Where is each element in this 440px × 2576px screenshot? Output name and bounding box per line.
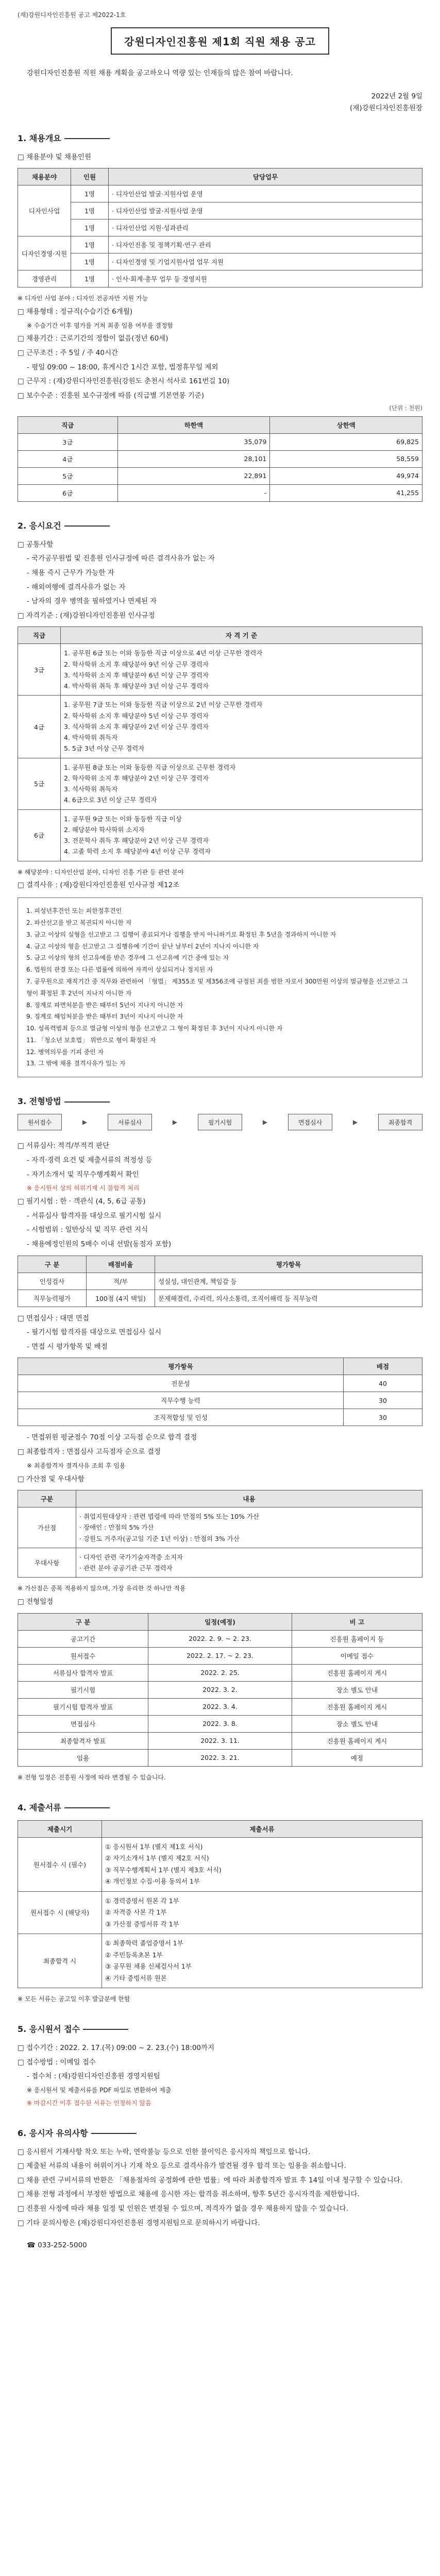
table-row: 가산점 · 취업지원대상자 : 관련 법령에 따라 만점의 5% 또는 10% 가산 · 장애인 : 만점의 5% 가산 · 강원도 거주자(공고일 기준 1년 이상) : 만점의 3% 가산 [18, 1507, 422, 1548]
col-header: 하한액 [117, 416, 270, 433]
table-row: 4급 28,101 58,559 [18, 450, 422, 467]
application-office: - 접수처 : (재)강원디자인진흥원 경영지원팀 [27, 2072, 160, 2081]
table-row: 최종합격자 발표 2022. 3. 11. 진흥원 홈페이지 게시 [18, 1732, 422, 1749]
notice-date: 2022년 2월 9일 [371, 92, 422, 100]
note: ※ 모든 서류는 공고일 이후 발급분에 한함 [18, 1995, 130, 2003]
common-requirements-heading: □ 공통사항 [18, 540, 54, 549]
col-header: 일정(예정) [148, 1613, 292, 1630]
list-item: 10. 성폭력범죄 등으로 벌금형 이상의 형을 선고받고 그 형이 확정된 후 3년이 지나지 아니한 자 [26, 1025, 283, 1032]
interview-item: - 면접위원 평균점수 70점 이상 고득점 순으로 합격 결정 [27, 1433, 197, 1442]
list-item: 9. 징계로 해임처분을 받은 때부터 3년이 지나지 아니한 자 [26, 1013, 183, 1021]
qualification-heading: □ 자격기준 : (재)강원디자인진흥원 인사규정 [18, 611, 155, 620]
screening-item: - 자격·경력 요건 및 제출서류의 적정성 등 [27, 1156, 153, 1164]
note: ※ 디자인 사업 분야 : 디자인 전공자만 지원 가능 [18, 295, 148, 302]
table-row: 4급 1. 공무원 7급 또는 이와 동등한 직급 이상으로 2년 이상 근무한 경력자 2. 학사학위 소지 후 해당분야 5년 이상 근무 경력자 3. 석사학위 소지 후 해당분야 2년 이상 근무 경력자 4. 박사학위 취득자 5. 5급 3년 이상 근무 경력자 [18, 696, 422, 758]
table-row: 최종합격 시 ① 최종학력 졸업증명서 1부 ② 주민등록초본 1부 ③ 공무원 채용 신체검사서 1부 ④ 기타 증빙서류 원본 [18, 1934, 422, 1988]
list-item: 7. 공무원으로 재직기간 중 직무와 관련하여 「형법」 제355조 및 제356조에 규정된 죄를 범한 자로서 300만원 이상의 벌금형을 선고받고 그 형이 확정된 후 2년이 지나지 아니한 자 [26, 977, 408, 997]
screening-item: - 자기소개서 및 직무수행계획서 확인 [27, 1170, 139, 1179]
interview-table [18, 1358, 422, 1426]
notice-organization: (재)강원디자인진흥원장 [350, 104, 422, 112]
exam-item: - 시험범위 : 일반상식 및 직무 관련 지식 [27, 1226, 148, 1234]
notice-item: □ 채용 관련 구비서류의 반환은 「채용절차의 공정화에 관한 법률」에 따라 최종합격자 발표 후 14일 이내 청구할 수 있습니다. [18, 2176, 403, 2184]
list-item: 4. 금고 이상의 형을 선고받고 그 집행유예 기간이 끝난 날부터 2년이 지나지 아니한 자 [26, 942, 259, 950]
interview-heading: □ 면접심사 : 대면 면접 [18, 1314, 89, 1323]
requirement-item: - 해외여행에 결격사유가 없는 자 [27, 583, 126, 591]
arrow-right-icon: ▶ [262, 1118, 268, 1126]
qualification-table [18, 626, 422, 861]
arrow-right-icon: ▶ [172, 1118, 178, 1126]
table-row: 인성검사 적/부 성실성, 대인관계, 책임감 등 [18, 1273, 422, 1290]
table-row: 3급 35,079 69,825 [18, 433, 422, 450]
note: ※ 전형 일정은 진흥원 사정에 따라 변경될 수 있습니다. [18, 1773, 166, 1781]
unit-label: (단위 : 천원) [389, 404, 422, 412]
table-row: 원서접수 2022. 2. 17. ~ 2. 23. 이메일 접수 [18, 1647, 422, 1664]
table-row: 필기시험 2022. 3. 2. 장소 별도 안내 [18, 1681, 422, 1698]
note: ※ 응시원서 상의 허위기재 시 불합격 처리 [27, 1184, 140, 1192]
table-row: 우대사항 · 디자인 관련 국가기술자격증 소지자 · 관련 분야 공공기관 근무 경력자 [18, 1548, 422, 1578]
table-row: 필기시험 합격자 발표 2022. 3. 4. 진흥원 홈페이지 게시 [18, 1698, 422, 1715]
requirement-item: - 국가공무원법 및 진흥원 인사규정에 따른 결격사유가 없는 자 [27, 554, 215, 563]
schedule-table [18, 1613, 422, 1767]
exam-table [18, 1256, 422, 1307]
table-row: 서류심사 합격자 발표 2022. 2. 25. 진흥원 홈페이지 게시 [18, 1664, 422, 1681]
list-item: 12. 병역의무를 기피 중인 자 [26, 1048, 104, 1056]
exam-item: - 서류심사 합격자를 대상으로 필기시험 실시 [27, 1211, 162, 1220]
requirement-item: - 채용 즉시 근무가 가능한 자 [27, 568, 114, 577]
employment-period: □ 채용기간 : 근로기간의 정함이 없음(정년 60세) [18, 334, 168, 343]
col-header: 구 분 [18, 1613, 148, 1630]
flow-step: 원서접수 [18, 1114, 62, 1130]
col-header: 구 분 [18, 1256, 87, 1273]
note: ※ 최종합격자 결격사유 조회 후 임용 [27, 1462, 126, 1469]
flow-step: 서류심사 [108, 1114, 152, 1130]
list-item: 3. 금고 이상의 실형을 선고받고 그 집행이 종료되거나 집행을 받지 아니하기로 확정된 후 5년을 경과하지 아니한 자 [26, 930, 336, 938]
table-row: 5급 1. 공무원 8급 또는 이와 동등한 직급 이상으로 근무한 경력자 2. 학사학위 소지 후 해당분야 2년 이상 근무 경력자 3. 석사학위 취득자 4. 6급으로 3년 이상 근무 경력자 [18, 758, 422, 809]
list-item: 2. 파산선고를 받고 복권되지 아니한 자 [26, 919, 132, 926]
flow-step: 면접심사 [288, 1114, 332, 1130]
col-header: 인원 [71, 168, 109, 185]
requirement-item: - 남자의 경우 병역을 필하였거나 면제된 자 [27, 597, 157, 606]
list-item: 13. 그 밖에 채용 결격사유가 있는 자 [26, 1060, 126, 1067]
overview-positions-heading: □ 채용분야 및 채용인원 [18, 152, 91, 161]
table-row: 조직적합성 및 인성 30 [18, 1409, 422, 1426]
salary-table [18, 416, 422, 502]
section-title-requirements: 2. 응시요건 [18, 519, 422, 531]
application-method: □ 접수방법 : 이메일 접수 [18, 2058, 96, 2066]
table-row: 1명 · 디자인산업 지원·성과관리 [18, 219, 422, 236]
disqualification-box [18, 897, 422, 1077]
positions-table [18, 168, 422, 287]
notice-item: □ 기타 문의사항은 (재)강원디자인진흥원 경영지원팀으로 문의하시기 바랍니다. [18, 2218, 260, 2227]
notice-item: □ 응시원서 기재사항 착오 또는 누락, 연락불능 등으로 인한 불이익은 응시자의 책임으로 합니다. [18, 2147, 311, 2156]
exam-item: - 채용예정인원의 5배수 이내 선발(동점자 포함) [27, 1240, 172, 1248]
schedule-heading: □ 전형일정 [18, 1598, 54, 1606]
bonus-table [18, 1490, 422, 1578]
work-location: □ 근무지 : (재)강원디자인진흥원(강원도 춘천시 석사로 161번길 10) [18, 377, 230, 386]
col-header: 직급 [18, 627, 61, 644]
col-header: 구분 [18, 1490, 76, 1507]
col-header: 상한액 [270, 416, 422, 433]
arrow-right-icon: ▶ [82, 1118, 88, 1126]
note: ※ 마감시간 이후 접수된 서류는 인정하지 않음 [27, 2099, 151, 2107]
table-row: 면접심사 2022. 3. 8. 장소 별도 안내 [18, 1715, 422, 1732]
col-header: 자 격 기 준 [61, 627, 422, 644]
page-title: 강원디자인진흥원 제1회 직원 채용 공고 [111, 27, 329, 55]
intro-text: 강원디자인진흥원 직원 채용 계획을 공고하오니 역량 있는 인재들의 많은 참여 바랍니다. [27, 69, 293, 77]
work-conditions: □ 근무조건 : 주 5일 / 주 40시간 [18, 349, 119, 358]
col-header: 배점 [344, 1358, 422, 1375]
note: ※ 가산점은 중복 적용하지 않으며, 가장 유리한 것 하나만 적용 [18, 1585, 186, 1592]
table-row: 6급 1. 공무원 9급 또는 이와 동등한 직급 이상 2. 해당분야 학사학위 소지자 3. 전문학사 취득 후 해당분야 2년 이상 근무 경력자 4. 고졸 학력 소지 후 해당분야 4년 이상 근무 경력자 [18, 809, 422, 861]
col-header: 제출시기 [18, 1820, 102, 1837]
notice-number: (재)강원디자인진흥원 공고 제2022-1호 [18, 11, 126, 19]
section-title-selection: 3. 전형방법 [18, 1095, 422, 1107]
col-header: 비 고 [292, 1613, 422, 1630]
work-hours: - 평일 09:00 ~ 18:00, 휴게시간 1시간 포함, 법정휴무일 제외 [27, 363, 218, 371]
col-header: 평가항목 [155, 1256, 422, 1273]
list-item: 8. 징계로 파면처분을 받은 때부터 5년이 지나지 아니한 자 [26, 1001, 183, 1009]
table-row: 1명 · 디자인경영 및 기업지원사업 업무 지원 [18, 253, 422, 270]
document-screening-heading: □ 서류심사: 적격/부적격 판단 [18, 1142, 110, 1150]
col-header: 담당업무 [109, 168, 422, 185]
table-row: 직무수행 능력 30 [18, 1392, 422, 1409]
table-row: 원서접수 시 (해당자) ① 경력증명서 원본 각 1부 ② 자격증 사본 각 1부 ③ 가산점 증빙서류 각 1부 [18, 1891, 422, 1934]
interview-item: - 면접 시 평가항목 및 배점 [27, 1342, 108, 1351]
flow-step: 필기시험 [198, 1114, 242, 1130]
notice-date-block [18, 91, 422, 114]
notice-item: □ 진흥원 사정에 따라 채용 일정 및 인원은 변경될 수 있으며, 적격자가 없을 경우 채용하지 않을 수 있습니다. [18, 2205, 349, 2213]
table-row: 6급 - 41,255 [18, 484, 422, 501]
table-row: 1명 · 디자인산업 발굴·지원사업 운영 [18, 202, 422, 219]
table-row: 원서접수 시 (필수) ① 응시원서 1부 (별지 제1호 서식) ② 자기소개서 1부 (별지 제2호 서식) ③ 직무수행계획서 1부 (별지 제3호 서식) ④ 개인정보 수집·이용 동의서 1부 [18, 1837, 422, 1891]
notice-item: □ 채용 전형 과정에서 부정한 방법으로 채용에 응시한 자는 합격을 취소하며, 향후 5년간 응시자격을 제한합니다. [18, 2190, 360, 2199]
section-title-documents: 4. 제출서류 [18, 1801, 422, 1813]
bonus-heading: □ 가산점 및 우대사항 [18, 1475, 84, 1483]
note: ※ 응시원서 및 제출서류를 PDF 파일로 변환하여 제출 [27, 2086, 172, 2094]
table-row: 공고기간 2022. 2. 9. ~ 2. 23. 진흥원 홈페이지 등 [18, 1630, 422, 1647]
disqualification-heading: □ 결격사유 : (재)강원디자인진흥원 인사규정 제12조 [18, 881, 180, 890]
note: ※ 수습기간 이후 평가를 거쳐 최종 임용 여부를 결정함 [27, 321, 174, 329]
table-row: 경영관리 1명 · 인사·회계·총무 업무 등 경영지원 [18, 270, 422, 287]
interview-item: - 필기시험 합격자를 대상으로 면접심사 실시 [27, 1328, 162, 1337]
table-row: 5급 22,891 49,974 [18, 467, 422, 484]
final-pass-heading: □ 최종합격자 : 면접심사 고득점자 순으로 결정 [18, 1448, 161, 1456]
written-exam-heading: □ 필기시험 : 한 · 객관식 (4, 5, 6급 공통) [18, 1197, 146, 1206]
list-item: 1. 피성년후견인 또는 피한정후견인 [26, 907, 122, 915]
application-period: □ 접수기간 : 2022. 2. 17.(목) 09:00 ~ 2. 23.(수) 18:00까지 [18, 2043, 215, 2052]
section-title-notes: 6. 응시자 유의사항 [18, 2127, 422, 2139]
col-header: 내용 [76, 1490, 422, 1507]
selection-flow [18, 1114, 422, 1130]
flow-step: 최종합격 [378, 1114, 422, 1130]
list-item: 5. 금고 이상의 형의 선고유예를 받은 경우에 그 선고유예 기간 중에 있는 자 [26, 954, 229, 962]
table-row: 3급 1. 공무원 6급 또는 이와 동등한 직급 이상으로 4년 이상 근무한 경력자 2. 학사학위 소지 후 해당분야 9년 이상 근무 경력자 3. 석사학위 소지 후 해당분야 6년 이상 근무 경력자 4. 박사학위 취득 후 해당분야 3년 이상 근무 경력자 [18, 644, 422, 696]
table-row: 임용 2022. 3. 21. 예정 [18, 1749, 422, 1766]
table-row: 전문성 40 [18, 1375, 422, 1392]
table-row: 디자인경영·지원 1명 · 디자인진흥 및 정책기획·연구 관리 [18, 236, 422, 253]
section-title-overview: 1. 채용개요 [18, 132, 422, 144]
section-title-application: 5. 응시원서 접수 [18, 2023, 422, 2035]
col-header: 배점비율 [87, 1256, 155, 1273]
employment-type: □ 채용형태 : 정규직(수습기간 6개월) [18, 307, 133, 316]
col-header: 채용분야 [18, 168, 71, 185]
arrow-right-icon: ▶ [352, 1118, 358, 1126]
note: ※ 해당분야 : 디자인산업 분야, 디자인 진흥 기관 등 관련 분야 [18, 868, 184, 876]
notice-item: □ 제출된 서류의 내용이 허위이거나 기재 착오 등으로 결격사유가 발견될 경우 합격 또는 임용을 취소합니다. [18, 2162, 346, 2171]
col-header: 제출서류 [102, 1820, 422, 1837]
list-item: 11. 「청소년 보호법」 위반으로 형이 확정된 자 [26, 1036, 156, 1044]
list-item: 6. 법원의 판결 또는 다른 법률에 의하여 자격이 상실되거나 정지된 자 [26, 966, 213, 974]
col-header: 직급 [18, 416, 118, 433]
table-row: 직무능력평가 100점 (4지 택일) 문제해결력, 수리력, 의사소통력, 조직이해력 등 직무능력 [18, 1290, 422, 1307]
salary-level: □ 보수수준 : 진흥원 보수규정에 따름 (직급별 기본연봉 기준) [18, 391, 205, 400]
col-header: 평가항목 [18, 1358, 344, 1375]
contact-phone: ☎ 033-252-5000 [27, 2241, 87, 2250]
documents-table [18, 1820, 422, 1989]
table-row: 디자인사업 1명 · 디자인산업 발굴·지원사업 운영 [18, 185, 422, 202]
